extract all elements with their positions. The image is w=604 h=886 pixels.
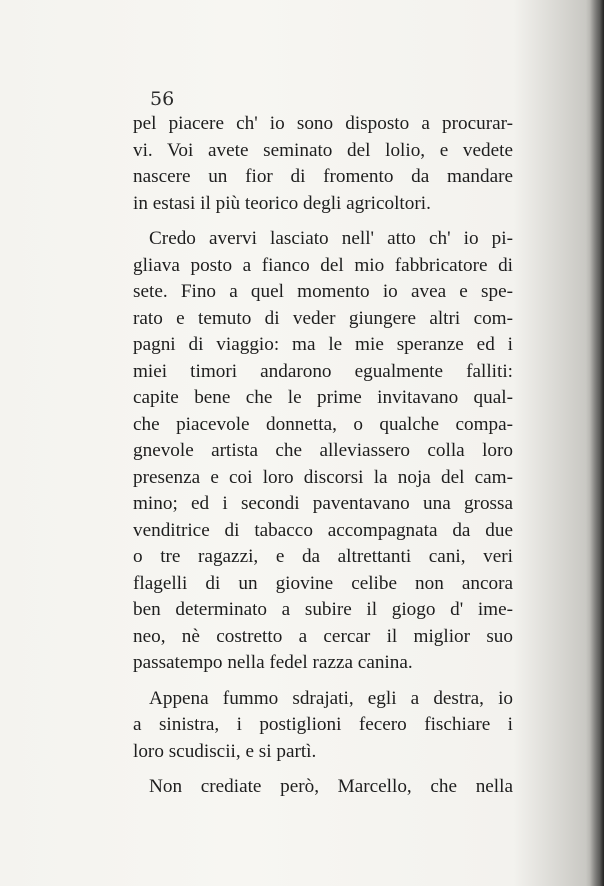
- text-line: pagni di viaggio: ma le mie speranze ed i: [133, 334, 513, 355]
- text-line: vi. Voi avete seminato del lolio, e vedete: [133, 139, 513, 161]
- text-line: nascere un fior di fromento da mandare: [133, 166, 513, 187]
- text-line: passatempo nella fedel razza canina.: [133, 652, 413, 673]
- text-line: ben determinato a subire il giogo d' ime-: [133, 599, 513, 620]
- text-line: in estasi il più teorico degli agricoltori.: [133, 192, 431, 214]
- text-line: rato e temuto di veder giungere altri com-: [133, 307, 513, 329]
- page-edge-shadow: [590, 0, 604, 886]
- text-line: presenza e coi loro discorsi la noja del cam-: [133, 466, 513, 488]
- paragraph: [133, 111, 513, 217]
- text-line: a sinistra, i postiglioni fecero fischiare i: [133, 714, 513, 735]
- text-line: che piacevole donnetta, o qualche compa-: [133, 413, 513, 435]
- text-line: venditrice di tabacco accompagnata da due: [133, 519, 513, 541]
- text-line: Appena fummo sdrajati, egli a destra, io: [149, 687, 513, 709]
- text-line: neo, nè costretto a cercar il miglior suo: [133, 625, 513, 647]
- paragraph: [133, 774, 513, 801]
- text-line: Credo avervi lasciato nell' atto ch' io pi-: [149, 228, 513, 249]
- text-line: Non crediate però, Marcello, che nella: [149, 776, 513, 797]
- text-line: mino; ed i secondi paventavano una grossa: [133, 493, 513, 514]
- text-line: gliava posto a fianco del mio fabbricatore di: [133, 254, 513, 276]
- text-line: miei timori andarono egualmente falliti:: [133, 360, 513, 382]
- text-line: sete. Fino a quel momento io avea e spe-: [133, 281, 513, 302]
- text-line: flagelli di un giovine celibe non ancora: [133, 572, 513, 594]
- text-line: loro scudiscii, e si partì.: [133, 740, 317, 762]
- text-line: capite bene che le prime invitavano qual-: [133, 387, 513, 408]
- text-line: gnevole artista che alleviassero colla loro: [133, 440, 513, 461]
- page-number: 56: [150, 88, 175, 110]
- text-line: pel piacere ch' io sono disposto a procurar-: [133, 113, 513, 134]
- paragraph: [133, 686, 513, 766]
- paragraph: [133, 226, 513, 677]
- body-text: [133, 111, 513, 801]
- text-line: o tre ragazzi, e da altrettanti cani, veri: [133, 546, 513, 567]
